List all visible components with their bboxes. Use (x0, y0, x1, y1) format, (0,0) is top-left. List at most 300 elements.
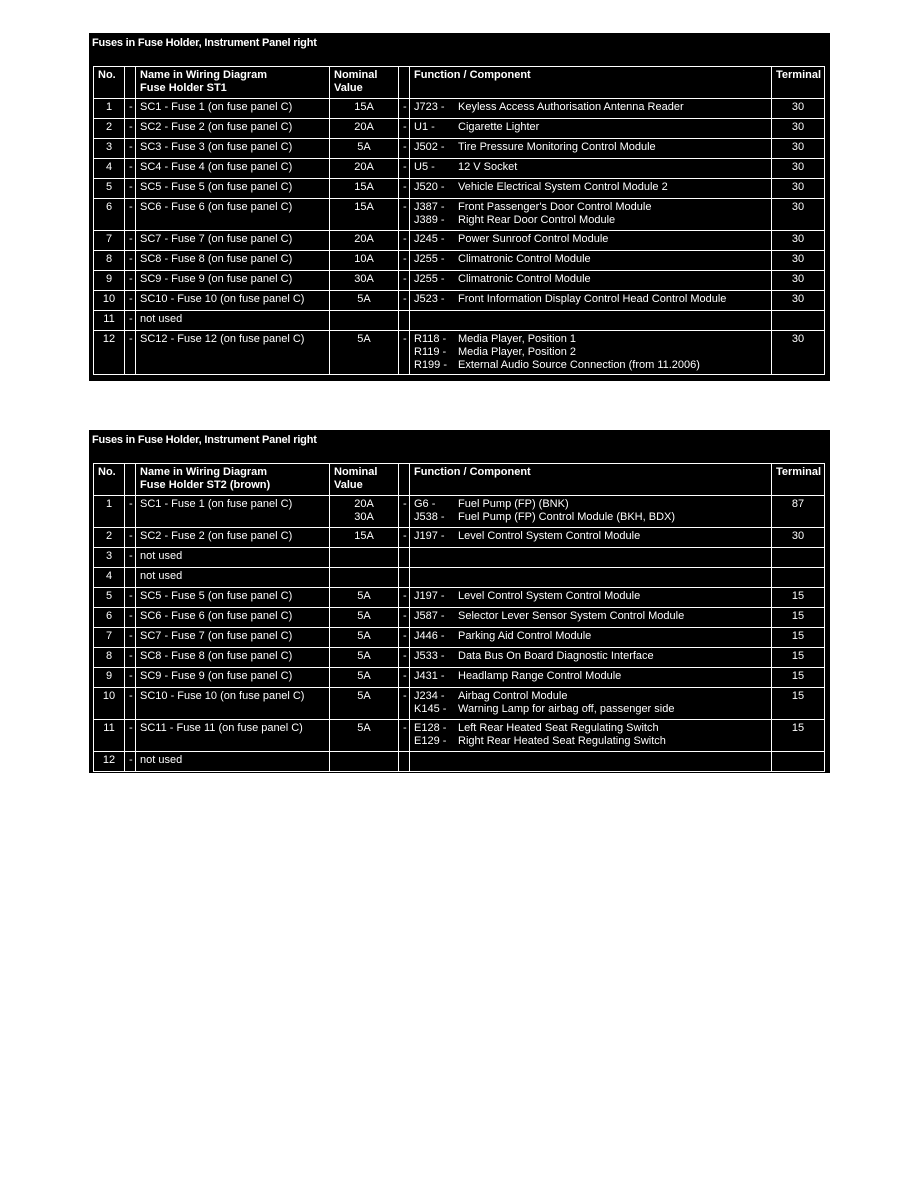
separator-dash (399, 752, 410, 772)
component-code: J587 - (414, 610, 445, 622)
nominal-value (330, 548, 399, 568)
function-component (410, 648, 772, 668)
component-description: Cigarette Lighter (458, 121, 540, 133)
component-code: R118 - (414, 333, 447, 345)
fuse-number: 12 (94, 752, 125, 772)
value-line: 20A (354, 121, 374, 133)
function-component (410, 628, 772, 648)
separator-dash: - (399, 331, 410, 375)
fuse-panel-st2 (89, 430, 830, 773)
fuse-number: 5 (94, 179, 125, 199)
fuse-name: SC5 - Fuse 5 (on fuse panel C) (136, 588, 330, 608)
value-line: 5A (357, 650, 371, 662)
function-component (410, 99, 772, 119)
separator-dash: - (399, 648, 410, 668)
separator-dash: - (125, 199, 136, 231)
separator-dash: - (125, 608, 136, 628)
component-code: K145 - (414, 703, 447, 715)
fuse-name: SC3 - Fuse 3 (on fuse panel C) (136, 139, 330, 159)
function-line (414, 101, 767, 114)
table-row (94, 159, 825, 179)
separator-dash (125, 568, 136, 588)
component-code: G6 - (414, 498, 436, 510)
separator-dash: - (125, 588, 136, 608)
table-row (94, 720, 825, 752)
function-component (410, 311, 772, 331)
header-value (330, 67, 399, 99)
fuse-number: 9 (94, 668, 125, 688)
component-code: J389 - (414, 214, 445, 226)
terminal (772, 311, 825, 331)
separator-dash: - (399, 251, 410, 271)
separator-dash: - (125, 648, 136, 668)
header-name-line2: Fuse Holder ST1 (140, 82, 227, 94)
function-line (414, 610, 767, 623)
separator-dash: - (399, 496, 410, 528)
fuse-number: 9 (94, 271, 125, 291)
nominal-value (330, 331, 399, 375)
component-description: External Audio Source Connection (from 11.2006) (458, 359, 700, 371)
function-line (414, 359, 767, 372)
table-row (94, 496, 825, 528)
value-line: 5A (357, 630, 371, 642)
function-component (410, 496, 772, 528)
separator-dash: - (399, 271, 410, 291)
header-value-line1: Nominal (334, 466, 378, 478)
component-description: Airbag Control Module (458, 690, 568, 702)
terminal: 15 (772, 688, 825, 720)
table-row (94, 119, 825, 139)
nominal-value (330, 668, 399, 688)
component-description: Level Control System Control Module (458, 530, 641, 542)
fuse-number: 12 (94, 331, 125, 375)
fuse-name: SC9 - Fuse 9 (on fuse panel C) (136, 271, 330, 291)
header-terminal: Terminal (772, 67, 825, 99)
separator-dash: - (125, 752, 136, 772)
component-description: Selector Lever Sensor System Control Module (458, 610, 685, 622)
fuse-number: 8 (94, 251, 125, 271)
nominal-value (330, 568, 399, 588)
component-code: J234 - (414, 690, 445, 702)
separator-dash: - (399, 528, 410, 548)
header-no: No. (94, 67, 125, 99)
separator-dash (399, 548, 410, 568)
table-header-row (94, 464, 825, 496)
header-name-line1: Name in Wiring Diagram (140, 466, 268, 478)
header-name-line1: Name in Wiring Diagram (140, 69, 268, 81)
separator-dash: - (125, 271, 136, 291)
fuse-number: 7 (94, 628, 125, 648)
component-description: Front Information Display Control Head Control Module (458, 293, 727, 305)
separator-dash (399, 568, 410, 588)
separator-dash: - (125, 548, 136, 568)
nominal-value (330, 628, 399, 648)
nominal-value (330, 99, 399, 119)
value-line: 5A (357, 141, 371, 153)
function-component (410, 199, 772, 231)
component-code: R199 - (414, 359, 448, 371)
header-terminal: Terminal (772, 464, 825, 496)
component-description: Front Passenger's Door Control Module (458, 201, 652, 213)
table-row (94, 199, 825, 231)
terminal: 15 (772, 588, 825, 608)
terminal: 15 (772, 668, 825, 688)
nominal-value (330, 648, 399, 668)
table-row (94, 139, 825, 159)
fuse-name: not used (136, 548, 330, 568)
table-row (94, 528, 825, 548)
fuse-number: 8 (94, 648, 125, 668)
component-description: Level Control System Control Module (458, 590, 641, 602)
component-code: U5 - (414, 161, 435, 173)
value-line: 20A (354, 233, 374, 245)
table-row (94, 548, 825, 568)
component-description: Power Sunroof Control Module (458, 233, 609, 245)
value-line: 5A (357, 293, 371, 305)
separator-dash: - (125, 331, 136, 375)
function-line (414, 201, 767, 214)
value-line: 20A (354, 161, 374, 173)
terminal (772, 548, 825, 568)
separator-dash: - (399, 628, 410, 648)
fuse-name: SC6 - Fuse 6 (on fuse panel C) (136, 199, 330, 231)
header-spacer (125, 464, 136, 496)
fuse-name: SC11 - Fuse 11 (on fuse panel C) (136, 720, 330, 752)
separator-dash: - (125, 291, 136, 311)
function-component (410, 608, 772, 628)
function-line (414, 590, 767, 603)
separator-dash: - (125, 668, 136, 688)
function-line (414, 650, 767, 663)
fuse-name: not used (136, 752, 330, 772)
component-code: J387 - (414, 201, 445, 213)
panel-title: Fuses in Fuse Holder, Instrument Panel right (92, 434, 317, 446)
terminal: 15 (772, 648, 825, 668)
terminal (772, 752, 825, 772)
nominal-value (330, 528, 399, 548)
table-header-row (94, 67, 825, 99)
table-row (94, 179, 825, 199)
function-component (410, 179, 772, 199)
table-row (94, 752, 825, 772)
component-description: Media Player, Position 1 (458, 333, 577, 345)
fuse-number: 3 (94, 548, 125, 568)
fuse-number: 4 (94, 568, 125, 588)
separator-dash: - (125, 179, 136, 199)
table-row (94, 588, 825, 608)
fuse-number: 11 (94, 311, 125, 331)
header-value-line2: Value (334, 82, 363, 94)
component-description: Media Player, Position 2 (458, 346, 577, 358)
terminal: 15 (772, 628, 825, 648)
fuse-name: SC6 - Fuse 6 (on fuse panel C) (136, 608, 330, 628)
header-spacer (125, 67, 136, 99)
component-code: J245 - (414, 233, 445, 245)
separator-dash: - (125, 159, 136, 179)
function-component (410, 159, 772, 179)
value-line: 5A (357, 690, 371, 702)
component-code: U1 - (414, 121, 435, 133)
component-code: J538 - (414, 511, 445, 523)
value-line: 5A (357, 610, 371, 622)
fuse-name: SC2 - Fuse 2 (on fuse panel C) (136, 528, 330, 548)
separator-dash: - (125, 688, 136, 720)
header-no: No. (94, 464, 125, 496)
fuse-number: 2 (94, 528, 125, 548)
function-line (414, 346, 767, 359)
terminal: 30 (772, 199, 825, 231)
terminal: 15 (772, 608, 825, 628)
function-line (414, 141, 767, 154)
component-code: J197 - (414, 590, 445, 602)
fuse-number: 1 (94, 496, 125, 528)
fuse-number: 2 (94, 119, 125, 139)
separator-dash: - (399, 231, 410, 251)
function-line (414, 161, 767, 174)
terminal: 30 (772, 159, 825, 179)
terminal: 30 (772, 291, 825, 311)
separator-dash: - (399, 688, 410, 720)
table-row (94, 311, 825, 331)
separator-dash: - (399, 588, 410, 608)
terminal (772, 568, 825, 588)
function-component (410, 251, 772, 271)
component-description: Right Rear Door Control Module (458, 214, 616, 226)
nominal-value (330, 271, 399, 291)
fuse-name: SC7 - Fuse 7 (on fuse panel C) (136, 231, 330, 251)
nominal-value (330, 496, 399, 528)
function-component (410, 119, 772, 139)
fuse-name: SC12 - Fuse 12 (on fuse panel C) (136, 331, 330, 375)
component-code: E128 - (414, 722, 447, 734)
separator-dash: - (125, 139, 136, 159)
fuse-number: 10 (94, 291, 125, 311)
function-line (414, 690, 767, 703)
separator-dash: - (125, 528, 136, 548)
table-row (94, 568, 825, 588)
component-description: Warning Lamp for airbag off, passenger side (458, 703, 675, 715)
function-line (414, 530, 767, 543)
function-component (410, 528, 772, 548)
function-line (414, 670, 767, 683)
nominal-value (330, 720, 399, 752)
fuse-name: SC1 - Fuse 1 (on fuse panel C) (136, 496, 330, 528)
function-line (414, 722, 767, 735)
component-code: J502 - (414, 141, 445, 153)
fuse-name: SC5 - Fuse 5 (on fuse panel C) (136, 179, 330, 199)
function-component (410, 688, 772, 720)
component-description: Climatronic Control Module (458, 273, 591, 285)
fuse-name: not used (136, 311, 330, 331)
fuse-table (93, 463, 825, 772)
fuse-name: SC10 - Fuse 10 (on fuse panel C) (136, 688, 330, 720)
function-line (414, 121, 767, 134)
nominal-value (330, 159, 399, 179)
terminal: 15 (772, 720, 825, 752)
function-line (414, 181, 767, 194)
terminal: 30 (772, 179, 825, 199)
function-component (410, 668, 772, 688)
terminal: 30 (772, 139, 825, 159)
function-line (414, 293, 767, 306)
function-line (414, 214, 767, 227)
terminal: 30 (772, 528, 825, 548)
table-row (94, 99, 825, 119)
nominal-value (330, 688, 399, 720)
separator-dash: - (399, 199, 410, 231)
component-description: Left Rear Heated Seat Regulating Switch (458, 722, 659, 734)
panel-title: Fuses in Fuse Holder, Instrument Panel right (92, 37, 317, 49)
separator-dash: - (125, 496, 136, 528)
nominal-value (330, 119, 399, 139)
table-row (94, 608, 825, 628)
nominal-value (330, 752, 399, 772)
fuse-number: 3 (94, 139, 125, 159)
header-value-line2: Value (334, 479, 363, 491)
terminal: 87 (772, 496, 825, 528)
separator-dash: - (125, 251, 136, 271)
table-row (94, 271, 825, 291)
function-component (410, 548, 772, 568)
separator-dash: - (125, 720, 136, 752)
separator-dash: - (125, 119, 136, 139)
value-line: 5A (357, 590, 371, 602)
fuse-number: 5 (94, 588, 125, 608)
nominal-value (330, 588, 399, 608)
separator-dash: - (125, 231, 136, 251)
nominal-value (330, 179, 399, 199)
header-value-line1: Nominal (334, 69, 378, 81)
table-row (94, 668, 825, 688)
separator-dash: - (399, 720, 410, 752)
component-description: Right Rear Heated Seat Regulating Switch (458, 735, 666, 747)
value-line: 20A (354, 498, 374, 510)
fuse-name: SC1 - Fuse 1 (on fuse panel C) (136, 99, 330, 119)
component-code: J197 - (414, 530, 445, 542)
function-component (410, 331, 772, 375)
function-line (414, 233, 767, 246)
header-spacer (399, 464, 410, 496)
separator-dash: - (399, 608, 410, 628)
separator-dash: - (399, 159, 410, 179)
fuse-name: SC9 - Fuse 9 (on fuse panel C) (136, 668, 330, 688)
component-description: 12 V Socket (458, 161, 518, 173)
separator-dash: - (399, 99, 410, 119)
table-row (94, 628, 825, 648)
nominal-value (330, 251, 399, 271)
separator-dash: - (125, 99, 136, 119)
function-line (414, 498, 767, 511)
value-line: 15A (354, 101, 374, 113)
component-code: R119 - (414, 346, 447, 358)
component-code: J533 - (414, 650, 445, 662)
table-row (94, 291, 825, 311)
component-description: Vehicle Electrical System Control Module 2 (458, 181, 668, 193)
table-row (94, 331, 825, 375)
function-line (414, 333, 767, 346)
component-code: J723 - (414, 101, 445, 113)
function-component (410, 720, 772, 752)
terminal: 30 (772, 331, 825, 375)
component-description: Parking Aid Control Module (458, 630, 592, 642)
fuse-number: 11 (94, 720, 125, 752)
component-code: J520 - (414, 181, 445, 193)
separator-dash: - (399, 119, 410, 139)
function-component (410, 271, 772, 291)
separator-dash: - (399, 179, 410, 199)
table-row (94, 251, 825, 271)
header-name (136, 67, 330, 99)
component-code: J431 - (414, 670, 445, 682)
separator-dash: - (125, 311, 136, 331)
fuse-name: SC8 - Fuse 8 (on fuse panel C) (136, 251, 330, 271)
component-description: Fuel Pump (FP) (BNK) (458, 498, 569, 510)
function-line (414, 703, 767, 716)
component-description: Headlamp Range Control Module (458, 670, 622, 682)
header-function: Function / Component (410, 464, 772, 496)
value-line: 5A (357, 333, 371, 345)
fuse-table (93, 66, 825, 375)
separator-dash: - (399, 139, 410, 159)
component-description: Fuel Pump (FP) Control Module (BKH, BDX) (458, 511, 676, 523)
function-line (414, 273, 767, 286)
fuse-number: 1 (94, 99, 125, 119)
fuse-name: SC2 - Fuse 2 (on fuse panel C) (136, 119, 330, 139)
value-line: 15A (354, 181, 374, 193)
terminal: 30 (772, 271, 825, 291)
header-spacer (399, 67, 410, 99)
nominal-value (330, 608, 399, 628)
function-line (414, 253, 767, 266)
fuse-number: 10 (94, 688, 125, 720)
value-line: 30A (354, 511, 374, 523)
function-component (410, 752, 772, 772)
table-row (94, 231, 825, 251)
component-description: Tire Pressure Monitoring Control Module (458, 141, 656, 153)
function-component (410, 568, 772, 588)
function-component (410, 139, 772, 159)
value-line: 5A (357, 722, 371, 734)
terminal: 30 (772, 119, 825, 139)
header-function: Function / Component (410, 67, 772, 99)
fuse-panel-st1 (89, 33, 830, 381)
function-line (414, 630, 767, 643)
component-code: J255 - (414, 253, 445, 265)
value-line: 5A (357, 670, 371, 682)
table-row (94, 648, 825, 668)
fuse-name: SC8 - Fuse 8 (on fuse panel C) (136, 648, 330, 668)
fuse-name: SC4 - Fuse 4 (on fuse panel C) (136, 159, 330, 179)
terminal: 30 (772, 251, 825, 271)
fuse-number: 7 (94, 231, 125, 251)
header-value (330, 464, 399, 496)
component-code: J255 - (414, 273, 445, 285)
terminal: 30 (772, 231, 825, 251)
terminal: 30 (772, 99, 825, 119)
nominal-value (330, 139, 399, 159)
value-line: 15A (354, 530, 374, 542)
nominal-value (330, 199, 399, 231)
component-code: J523 - (414, 293, 445, 305)
function-line (414, 511, 767, 524)
component-description: Climatronic Control Module (458, 253, 591, 265)
nominal-value (330, 311, 399, 331)
component-description: Keyless Access Authorisation Antenna Reader (458, 101, 684, 113)
header-name (136, 464, 330, 496)
value-line: 10A (354, 253, 374, 265)
fuse-number: 6 (94, 199, 125, 231)
component-code: J446 - (414, 630, 445, 642)
